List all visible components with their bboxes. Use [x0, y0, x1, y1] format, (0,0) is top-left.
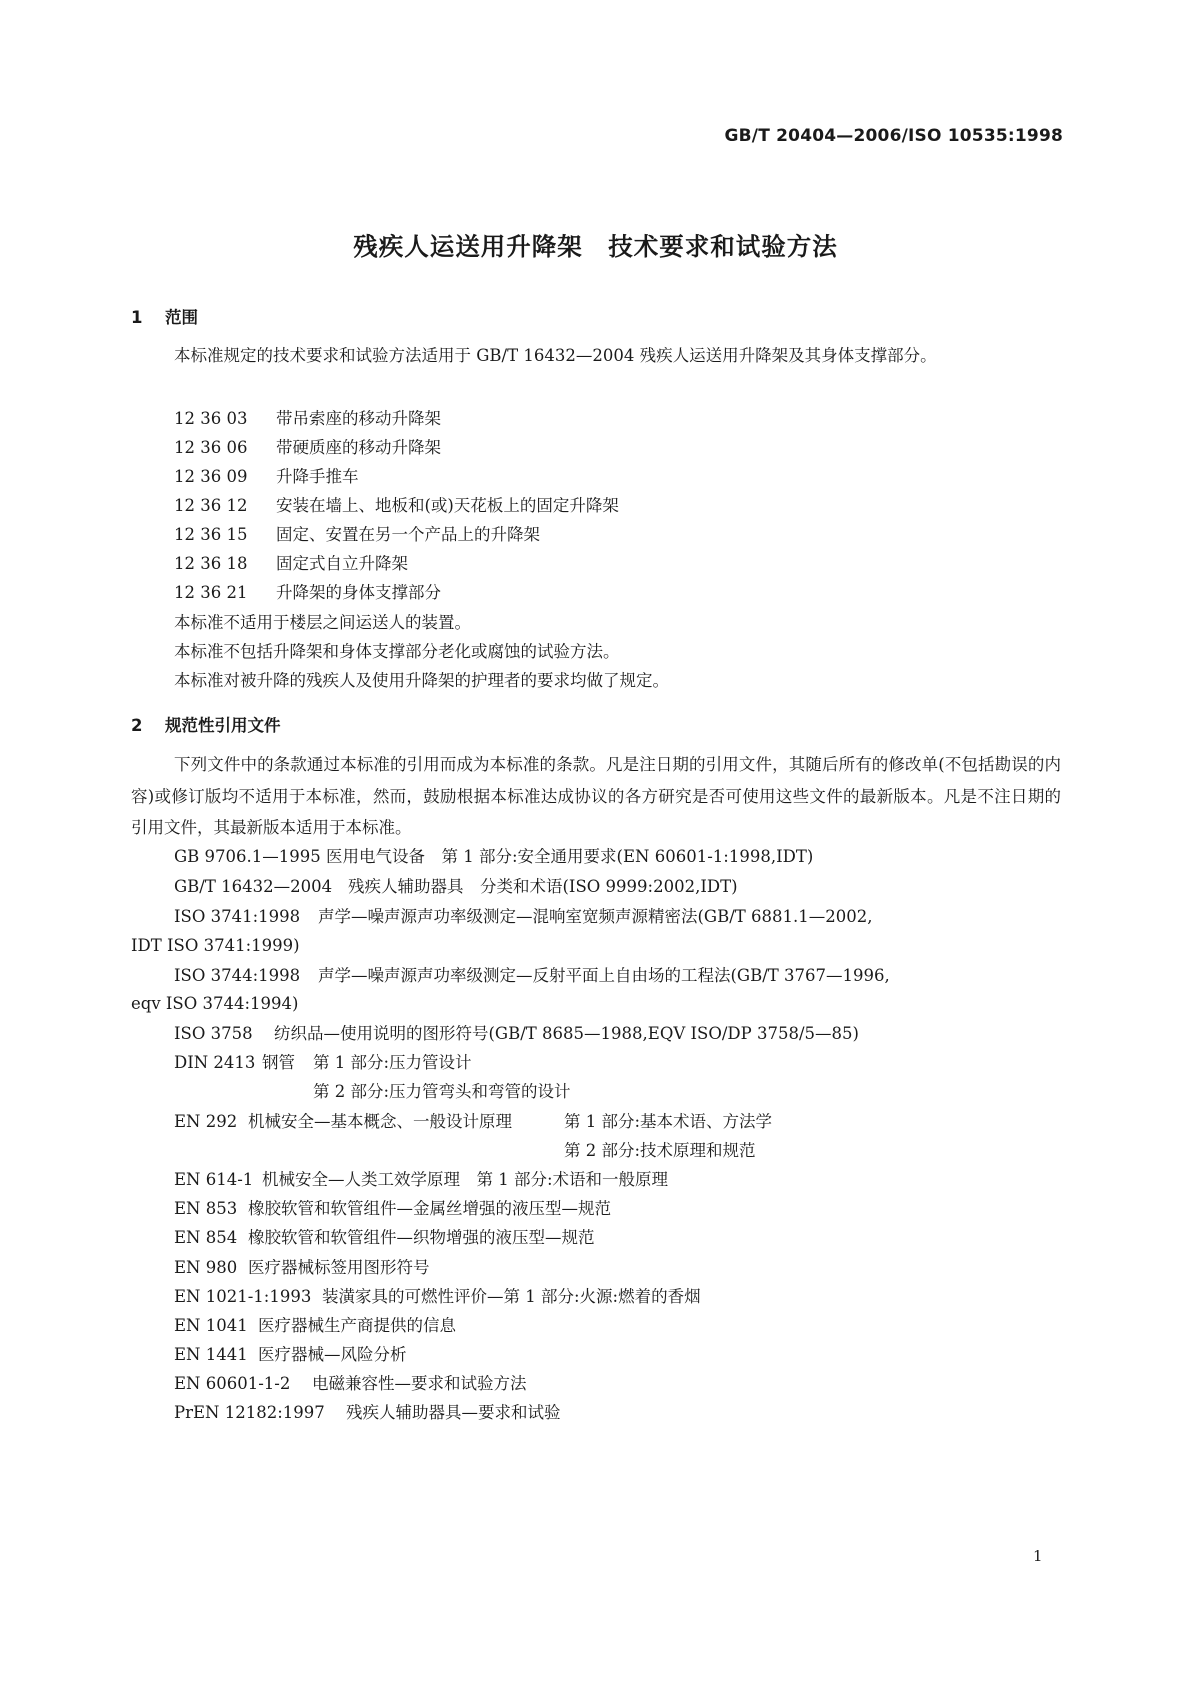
ref-code: EN 1041: [174, 1316, 248, 1335]
reference-item: [174, 1286, 701, 1308]
class-label: 固定式自立升降架: [276, 554, 408, 573]
reference-item: [174, 1402, 561, 1424]
ref-title: 电磁兼容性—要求和试验方法: [312, 1374, 527, 1393]
ref-title: 医疗器械生产商提供的信息: [258, 1316, 456, 1335]
reference-item: [174, 1315, 456, 1337]
section-title: 范围: [165, 308, 198, 327]
scope-note: 本标准不包括升降架和身体支撑部分老化或腐蚀的试验方法。: [174, 642, 620, 661]
scope-class-item: [174, 524, 540, 546]
class-label: 安装在墙上、地板和(或)天花板上的固定升降架: [276, 496, 619, 515]
ref-code: PrEN 12182:1997: [174, 1403, 325, 1422]
section-2-intro: 下列文件中的条款通过本标准的引用而成为本标准的条款。凡是注日期的引用文件，其随后所有的修改单(不包括勘误的内容)或修订版均不适用于本标准，然而，鼓励根据本标准达成协议的各方研究是否可使用这些文件的最新版本。凡是不注日期的引用文件，其最新版本适用于本标准。: [131, 755, 1061, 837]
reference-continuation: eqv ISO 3744:1994): [131, 994, 299, 1013]
class-label: 带硬质座的移动升降架: [276, 438, 441, 457]
reference-item: [174, 1198, 611, 1220]
ref-title: 钢管: [262, 1053, 295, 1072]
ref-code: EN 1021-1:1993: [174, 1287, 312, 1306]
class-label: 升降手推车: [276, 467, 359, 486]
class-label: 升降架的身体支撑部分: [276, 583, 441, 602]
reference-item: [174, 1344, 407, 1366]
ref-code: ISO 3758: [174, 1024, 253, 1043]
ref-title: 残疾人辅助器具 分类和术语(ISO 9999:2002,IDT): [348, 877, 738, 896]
scope-class-item: [174, 408, 441, 430]
ref-code: EN 614-1: [174, 1170, 254, 1189]
class-code: 12 36 03: [174, 409, 248, 428]
class-code: 12 36 12: [174, 496, 248, 515]
ref-code: GB/T 16432—2004: [174, 877, 333, 896]
ref-title: 机械安全—基本概念、一般设计原理: [248, 1112, 512, 1131]
ref-code: ISO 3744:1998: [174, 966, 301, 985]
ref-code: EN 60601-1-2: [174, 1374, 291, 1393]
reference-item: [174, 1052, 472, 1074]
section-number: 2: [131, 716, 143, 735]
ref-title: 医用电气设备 第 1 部分:安全通用要求(EN 60601-1:1998,IDT): [326, 847, 814, 866]
ref-code: EN 1441: [174, 1345, 248, 1364]
reference-item: [174, 1373, 527, 1395]
class-label: 带吊索座的移动升降架: [276, 409, 441, 428]
reference-item: [174, 1023, 859, 1045]
reference-item: [174, 965, 890, 987]
ref-code: DIN 2413: [174, 1053, 256, 1072]
ref-title: 医疗器械—风险分析: [258, 1345, 407, 1364]
reference-item: [174, 846, 813, 868]
document-code: GB/T 20404—2006/ISO 10535:1998: [724, 126, 1063, 146]
section-title: 规范性引用文件: [165, 716, 281, 735]
ref-code: EN 853: [174, 1199, 238, 1218]
reference-part-continuation: 第 2 部分:技术原理和规范: [564, 1141, 756, 1160]
ref-code: EN 980: [174, 1258, 238, 1277]
scope-note: 本标准对被升降的残疾人及使用升降架的护理者的要求均做了规定。: [174, 671, 669, 690]
ref-title: 声学—噪声源声功率级测定—混响室宽频声源精密法(GB/T 6881.1—2002,: [318, 907, 873, 926]
ref-title: 纺织品—使用说明的图形符号(GB/T 8685—1988,EQV ISO/DP 3758/5—85): [274, 1024, 859, 1043]
ref-title: 残疾人辅助器具—要求和试验: [346, 1403, 561, 1422]
class-code: 12 36 18: [174, 554, 248, 573]
scope-class-item: [174, 553, 408, 575]
ref-title: 机械安全—人类工效学原理 第 1 部分:术语和一般原理: [262, 1170, 669, 1189]
class-code: 12 36 15: [174, 525, 248, 544]
ref-title: 医疗器械标签用图形符号: [248, 1258, 430, 1277]
section-2-heading: [131, 712, 281, 736]
ref-title: 橡胶软管和软管组件—金属丝增强的液压型—规范: [248, 1199, 611, 1218]
reference-item: [174, 1169, 668, 1191]
class-code: 12 36 21: [174, 583, 248, 602]
reference-item: [174, 876, 738, 898]
ref-title: 橡胶软管和软管组件—织物增强的液压型—规范: [248, 1228, 595, 1247]
ref-code: EN 292: [174, 1112, 238, 1131]
reference-item: [174, 1227, 595, 1249]
ref-code: ISO 3741:1998: [174, 907, 301, 926]
ref-title: 装潢家具的可燃性评价—第 1 部分:火源:燃着的香烟: [322, 1287, 701, 1306]
section-number: 1: [131, 308, 143, 327]
reference-part-continuation: 第 2 部分:压力管弯头和弯管的设计: [313, 1082, 571, 1101]
ref-title: 声学—噪声源声功率级测定—反射平面上自由场的工程法(GB/T 3767—1996,: [318, 966, 890, 985]
section-1-intro: 本标准规定的技术要求和试验方法适用于 GB/T 16432—2004 残疾人运送用升降架及其身体支撑部分。: [174, 346, 937, 365]
class-label: 固定、安置在另一个产品上的升降架: [276, 525, 540, 544]
document-title: 残疾人运送用升降架 技术要求和试验方法: [353, 232, 838, 261]
reference-item: [174, 1257, 430, 1279]
scope-class-item: [174, 582, 441, 604]
scope-class-item: [174, 466, 359, 488]
ref-code: GB 9706.1—1995: [174, 847, 321, 866]
reference-item: [174, 1111, 772, 1133]
ref-part: 第 1 部分:压力管设计: [313, 1053, 472, 1072]
scope-class-item: [174, 437, 441, 459]
scope-note: 本标准不适用于楼层之间运送人的装置。: [174, 613, 471, 632]
class-code: 12 36 06: [174, 438, 248, 457]
scope-class-item: [174, 495, 619, 517]
reference-continuation: IDT ISO 3741:1999): [131, 936, 300, 955]
ref-part: 第 1 部分:基本术语、方法学: [564, 1112, 773, 1131]
page-number: 1: [1033, 1547, 1043, 1565]
class-code: 12 36 09: [174, 467, 248, 486]
section-1-heading: [131, 304, 198, 328]
ref-code: EN 854: [174, 1228, 238, 1247]
reference-item: [174, 906, 873, 928]
